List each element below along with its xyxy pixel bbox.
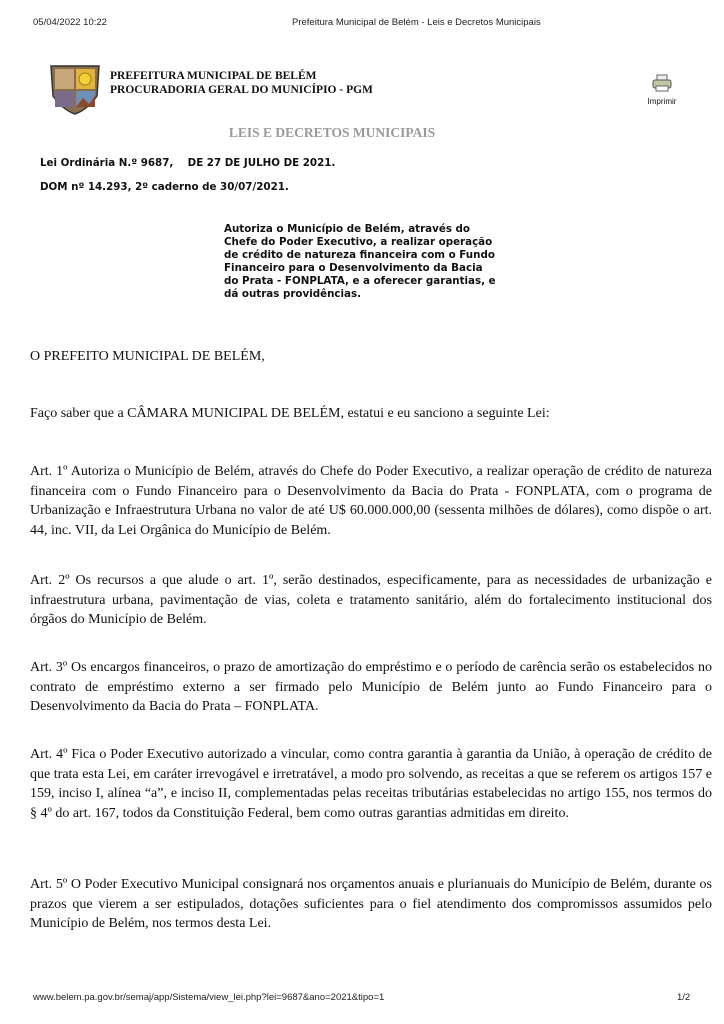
- article-1: Art. 1º Autoriza o Município de Belém, através do Chefe do Poder Executivo, a realizar operação de crédito de natureza financeira com o Fundo Financeiro para o Desenvolvimento da Bacia do Prata - FONPLATA, com o programa de Urbanização e Infraestrutura Urbana no valor de até U$ 60.000.000,00 (sessenta milhões de dólares), como dispõe o art. 44, inc. VII, da Lei Orgânica do Município de Belém.: [30, 464, 712, 538]
- print-button[interactable]: [640, 74, 684, 106]
- preamble: O PREFEITO MUNICIPAL DE BELÉM,: [30, 349, 265, 364]
- print-page-title: Prefeitura Municipal de Belém - Leis e Decretos Municipais: [292, 17, 541, 28]
- article-2: Art. 2º Os recursos a que alude o art. 1º, serão destinados, especificamente, para as necessidades de urbanização e infraestrutura urbana, pavimentação de vias, coleta e tratamento sanitário, além do fortalecimento institucional dos órgãos do Município de Belém.: [30, 573, 712, 627]
- law-summary: Autoriza o Município de Belém, através do Chefe do Poder Executivo, a realizar operação de crédito de natureza financeira com o Fundo Financeiro para o Desenvolvimento da Bacia do Prata - FONPLATA, e a oferecer garantias, e dá outras providências.: [224, 223, 496, 300]
- dom-reference: DOM nº 14.293, 2º caderno de 30/07/2021.: [40, 181, 289, 193]
- section-title: LEIS E DECRETOS MUNICIPAIS: [228, 125, 436, 140]
- coat-of-arms-logo: [47, 60, 103, 121]
- page-url: www.belem.pa.gov.br/semaj/app/Sistema/view_lei.php?lei=9687&ano=2021&tipo=1: [33, 992, 385, 1003]
- org-line-1: PREFEITURA MUNICIPAL DE BELÉM: [110, 70, 317, 82]
- enactment-clause: Faço saber que a CÂMARA MUNICIPAL DE BELÉM, estatui e eu sanciono a seguinte Lei:: [30, 406, 550, 421]
- article-4: Art. 4º Fica o Poder Executivo autorizado a vincular, como contra garantia à garantia da União, à operação de crédito de que trata esta Lei, em caráter irrevogável e irretratável, a modo pro solvendo, as receitas a que se referem os artigos 157 e 159, inciso I, alínea “a”, e inciso II, complementadas pelas receitas tributárias estabelecidas no artigo 155, nos termos do § 4º do art. 167, todos da Constituição Federal, bem como outras garantias admitidas em direito.: [30, 747, 712, 821]
- printer-icon: [651, 74, 673, 92]
- org-line-2: PROCURADORIA GERAL DO MUNICÍPIO - PGM: [110, 84, 373, 96]
- print-datetime: 05/04/2022 10:22: [33, 17, 107, 28]
- article-5: Art. 5º O Poder Executivo Municipal consignará nos orçamentos anuais e plurianuais do Município de Belém, durante os prazos que vierem a ser estipulados, dotações suficientes para o fiel atendimento dos compromissos assumidos pelo Município de Belém, nos termos desta Lei.: [30, 877, 712, 931]
- print-label: Imprimir: [647, 97, 677, 106]
- organization-name: [110, 69, 373, 97]
- article-3: Art. 3º Os encargos financeiros, o prazo de amortização do empréstimo e o período de carência serão os estabelecidos no contrato de empréstimo externo a ser firmado pelo Município de Belém junto ao Fundo Financeiro para o Desenvolvimento da Bacia do Prata – FONPLATA.: [30, 660, 712, 714]
- law-number: Lei Ordinária N.º 9687, DE 27 DE JULHO DE 2021.: [40, 157, 336, 169]
- page-number: 1/2: [677, 992, 691, 1003]
